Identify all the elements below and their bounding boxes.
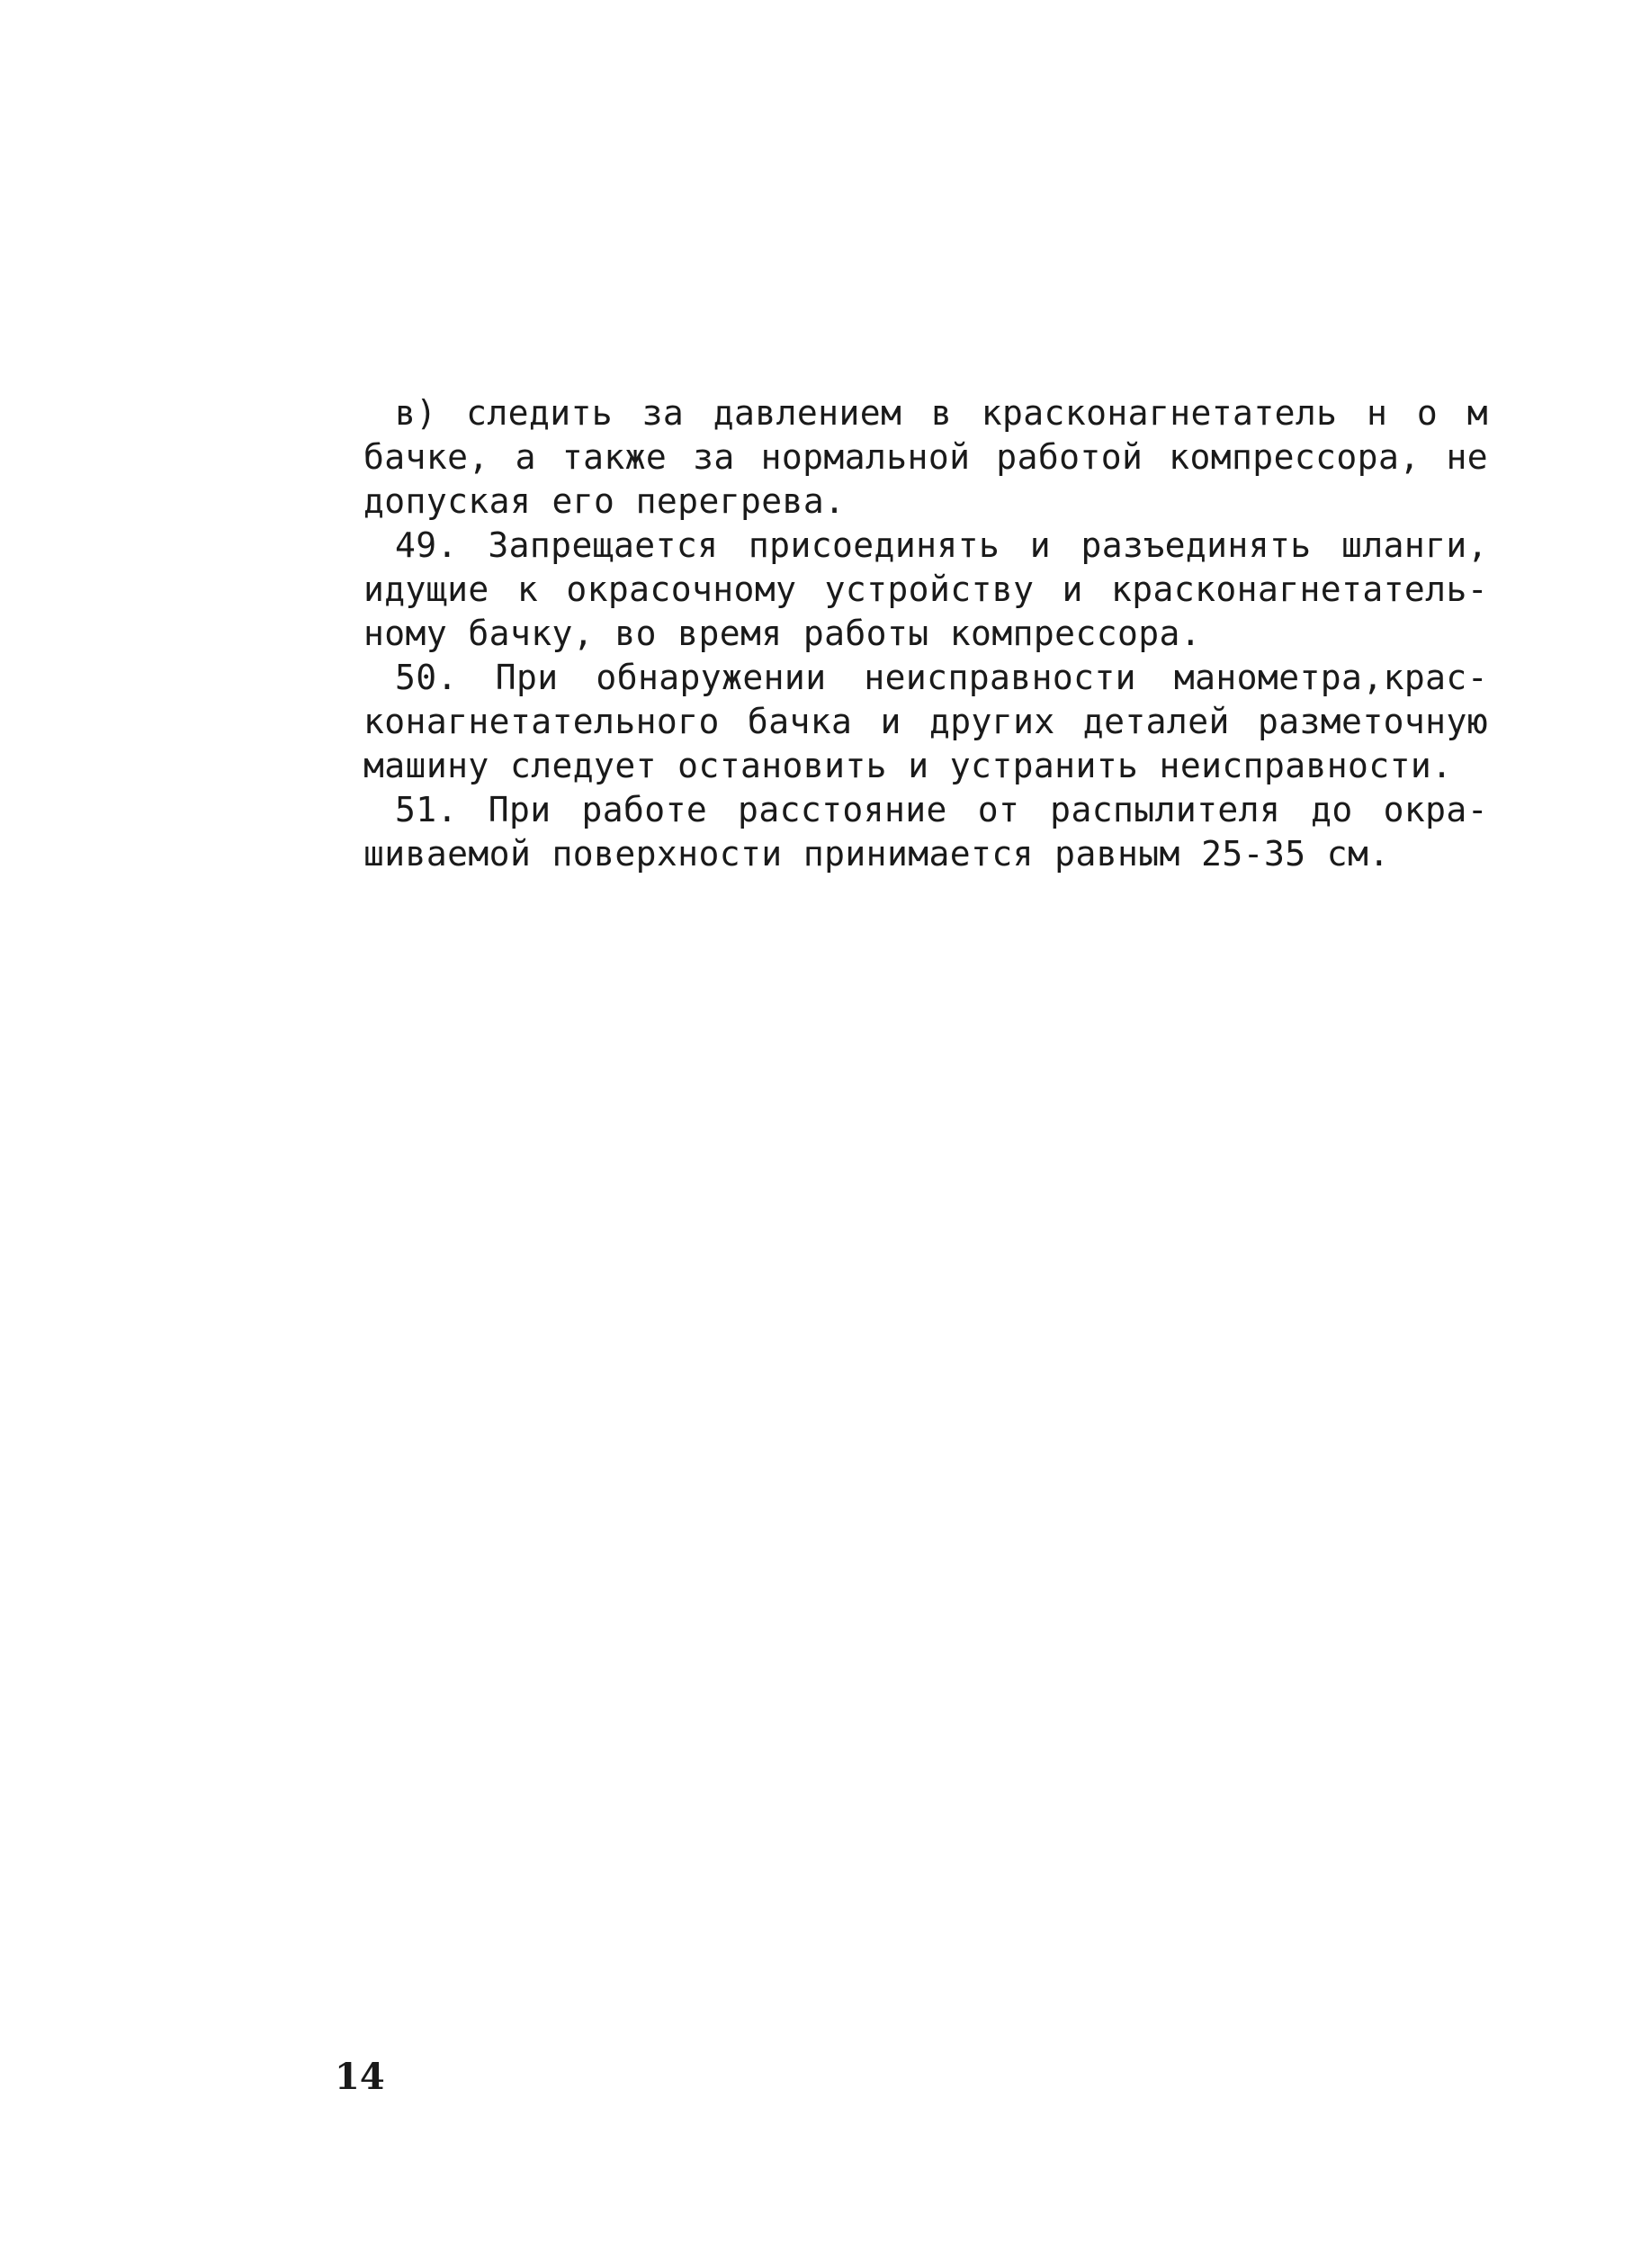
text-line: 50. При обнаружении неисправности манометра,крас-	[395, 658, 1488, 697]
text-line: ному бачку, во время работы компрессора.	[363, 614, 1202, 653]
text-line: конагнетательного бачка и других деталей разметочную	[363, 702, 1488, 741]
text-line: бачке, а также за нормальной работой компрессора, не	[363, 437, 1488, 477]
body-text	[363, 391, 1488, 876]
text-line: идущие к окрасочному устройству и красконагнетатель-	[363, 569, 1488, 609]
page-number: 14	[335, 2056, 385, 2098]
text-line: 51. При работе расстояние от распылителя до окра-	[395, 790, 1488, 829]
text-line: в) следить за давлением в красконагнетатель н о м	[395, 393, 1488, 433]
text-line: 49. Запрещается присоединять и разъединять шланги,	[395, 525, 1488, 565]
text-line: шиваемой поверхности принимается равным 25-35 см.	[363, 834, 1390, 874]
text-line: допуская его перегрева.	[363, 481, 846, 521]
text-line: машину следует остановить и устранить неисправности.	[363, 746, 1453, 785]
